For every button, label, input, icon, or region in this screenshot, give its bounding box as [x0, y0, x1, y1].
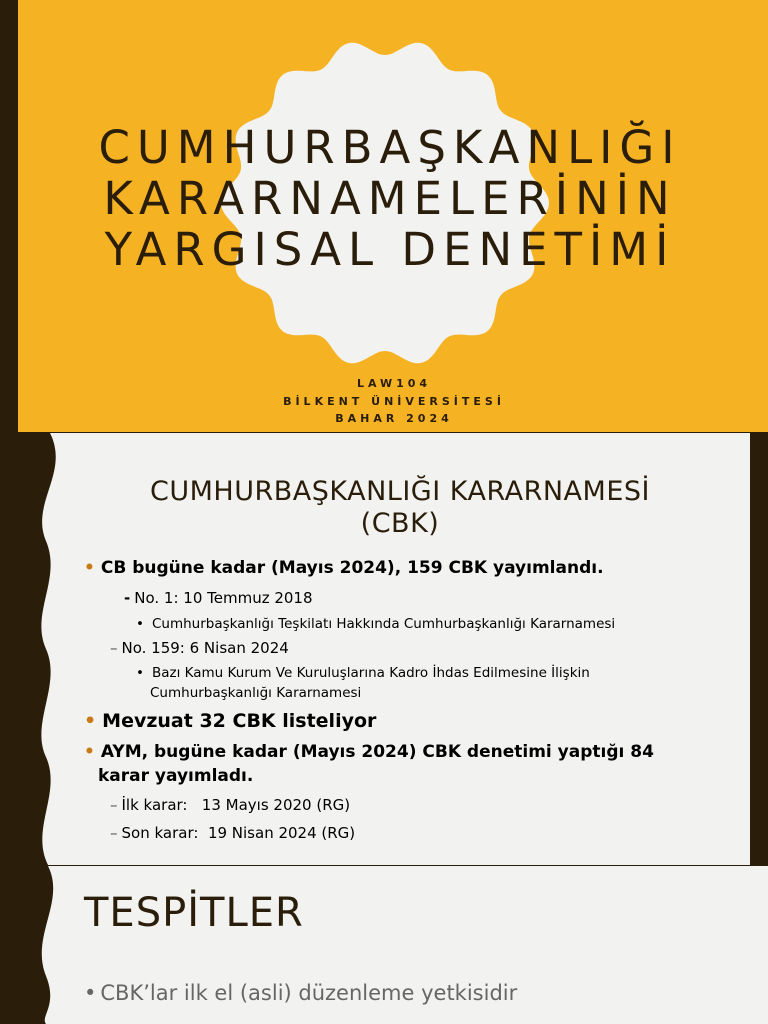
sub-sub-bullet-text: Cumhurbaşkanlığı Teşkilatı Hakkında Cumhurbaşkanlığı Kararnamesi [151, 616, 616, 632]
bullet-text: CBK’lar ilk el (asli) düzenleme yetkisidir [100, 981, 518, 1005]
sub-bullet-no1 [124, 589, 313, 607]
small-bullet-icon: • [136, 616, 144, 632]
slide-title-cbk [90, 476, 710, 540]
title-slide [0, 0, 768, 432]
semester: BAHAR 2024 [335, 412, 453, 425]
title-line-3: YARGISAL DENETİMİ [104, 223, 676, 276]
sub-bullet-no159 [110, 639, 289, 657]
bullet-dot-icon: • [84, 742, 95, 762]
title-line-1: CUMHURBAŞKANLIĞI [98, 121, 682, 174]
sub-sub-bullet-no159-cont [150, 685, 361, 701]
slide-title-line-2: (CBK) [360, 508, 440, 539]
sub-sub-bullet-text-cont: Cumhurbaşkanlığı Kararnamesi [150, 685, 362, 701]
bullet-text-cont: karar yayımladı. [98, 766, 254, 786]
slide-title-line-1: CUMHURBAŞKANLIĞI KARARNAMESİ [150, 476, 650, 507]
bullet-dot-icon: • [84, 558, 95, 578]
bullet-cbk-count [84, 558, 604, 578]
bullet-mevzuat [84, 710, 376, 732]
dash-icon: - [124, 589, 131, 607]
bullet-dot-icon: • [84, 981, 97, 1005]
slide-title-findings: TESPİTLER [84, 890, 304, 936]
small-bullet-icon: • [136, 665, 144, 681]
dash-icon: – [110, 639, 118, 657]
dash-icon: – [110, 796, 118, 814]
sub-sub-bullet-text: Bazı Kamu Kurum Ve Kuruluşlarına Kadro İhdas Edilmesine İlişkin [151, 665, 590, 681]
bullet-dot-icon: • [84, 710, 97, 732]
sub-bullet-text: No. 159: 6 Nisan 2024 [121, 639, 289, 657]
sub-sub-bullet-no159 [136, 665, 590, 681]
presentation-title [40, 122, 740, 275]
presentation-subtitle [0, 375, 768, 428]
sub-sub-bullet-no1 [136, 616, 615, 632]
bullet-text: AYM, bugüne kadar (Mayıs 2024) CBK denetimi yaptığı 84 [100, 742, 654, 762]
sub-bullet-first-decision [110, 796, 350, 814]
bullet-text: Mevzuat 32 CBK listeliyor [102, 710, 377, 732]
bullet-cbk-original-authority [84, 981, 517, 1005]
dash-icon: – [110, 824, 118, 842]
course-code: LAW104 [356, 377, 432, 390]
title-line-2: KARARNAMELERİNİN [103, 172, 677, 225]
bullet-text: CB bugüne kadar (Mayıs 2024), 159 CBK yayımlandı. [100, 558, 604, 578]
sub-bullet-text: İlk karar: 13 Mayıs 2020 (RG) [121, 796, 351, 814]
university-name: BİLKENT ÜNİVERSİTESİ [283, 394, 505, 408]
sub-bullet-last-decision [110, 824, 355, 842]
bullet-aym-cont [98, 766, 253, 786]
sub-bullet-text: No. 1: 10 Temmuz 2018 [134, 589, 313, 607]
bullet-aym [84, 742, 654, 762]
sub-bullet-text: Son karar: 19 Nisan 2024 (RG) [121, 824, 356, 842]
